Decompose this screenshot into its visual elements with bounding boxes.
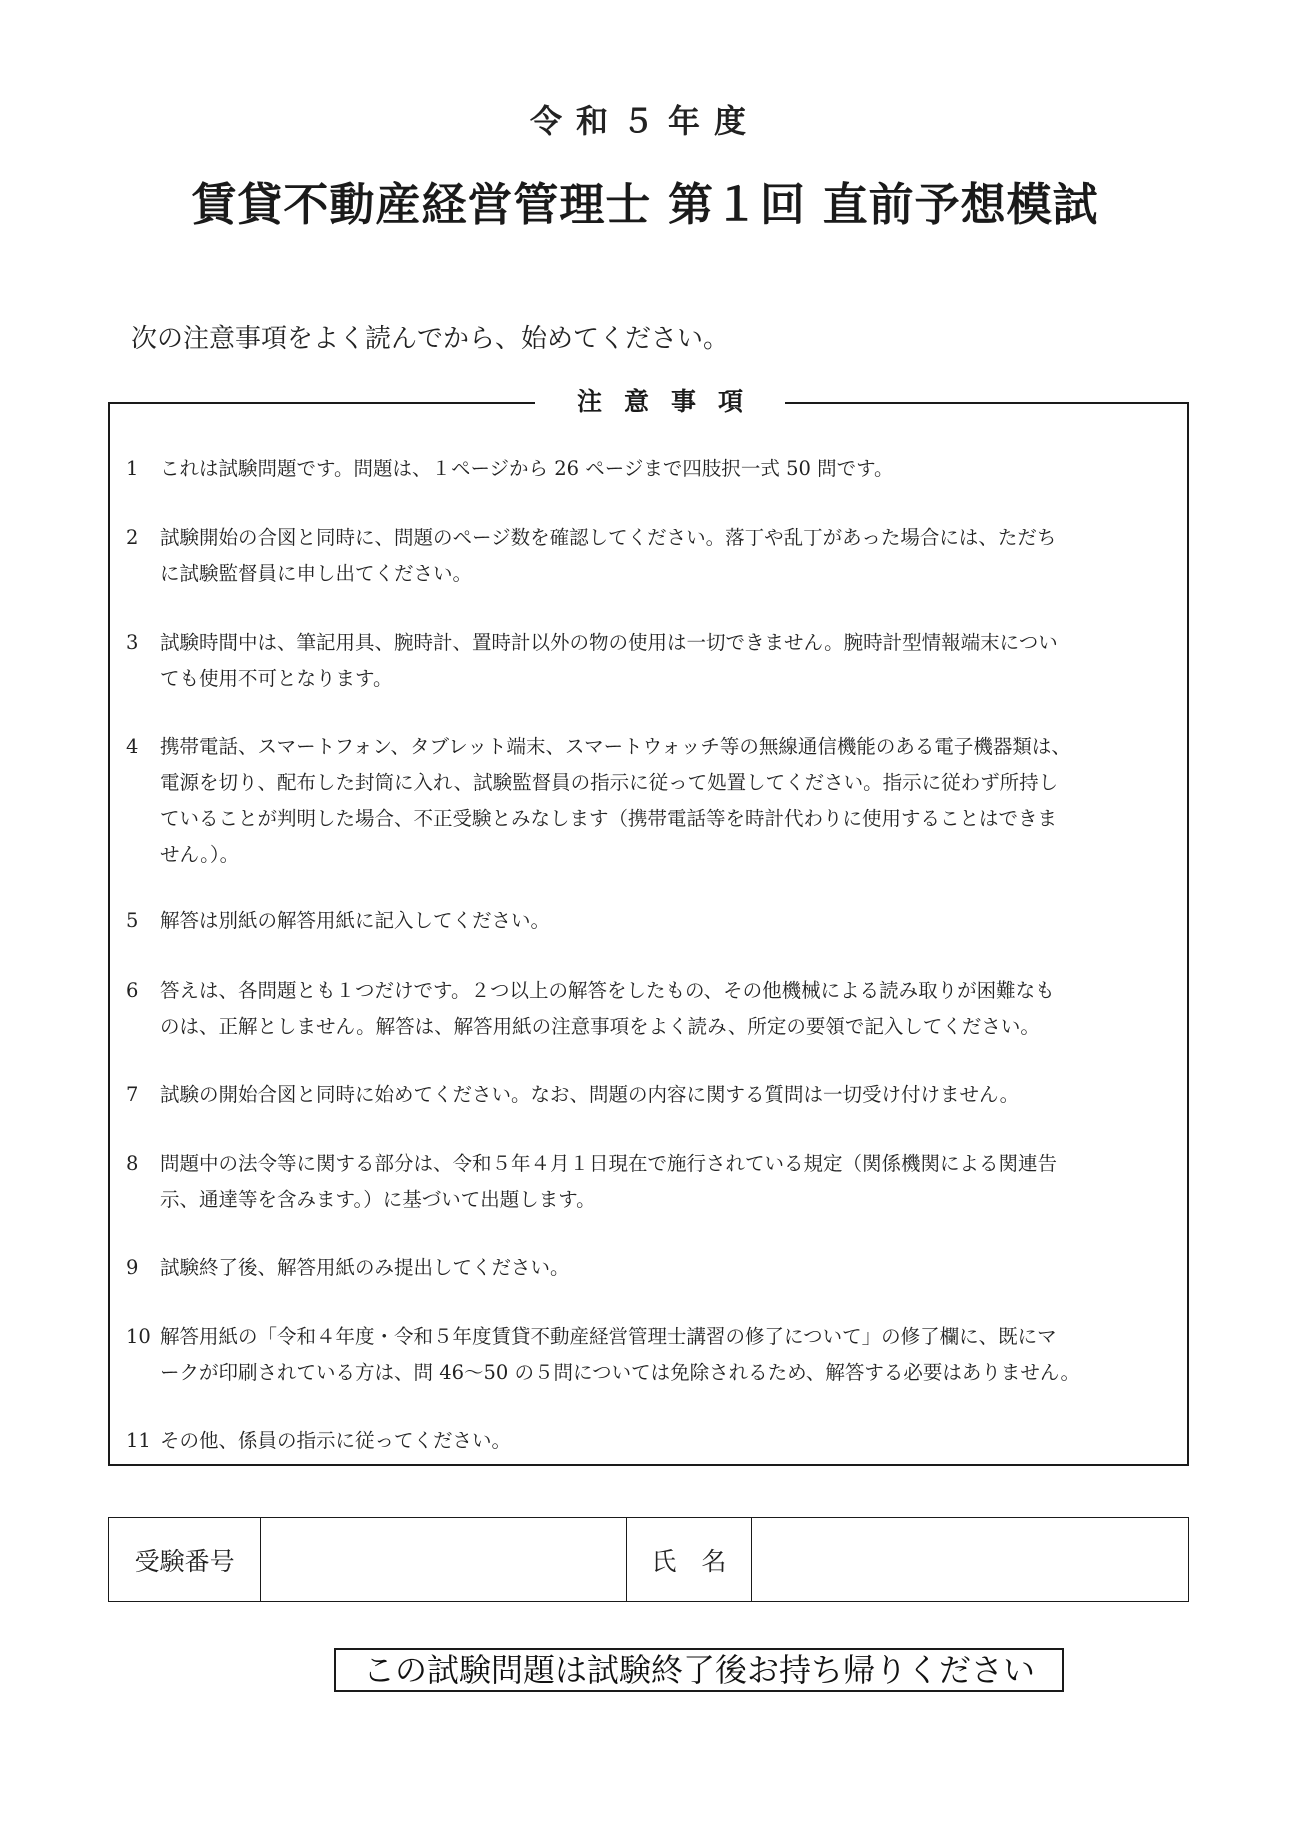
item-text: その他、係員の指示に従ってください。 (160, 1429, 512, 1452)
examinee-info-table (108, 1517, 1189, 1602)
item-text: 試験時間中は、筆記用具、腕時計、置時計以外の物の使用は一切できません。腕時計型情報端末につい ても使用不可となります。 (160, 631, 1058, 690)
item-text: 解答用紙の「令和４年度・令和５年度賃貸不動産経営管理士講習の修了について」の修了欄に、既にマ ークが印刷されている方は、問 46〜50 の５問については免除されるため、解答する必要はありません。 (160, 1325, 1081, 1384)
item-number: 5 (126, 909, 139, 932)
exam-title: 賃貸不動産経営管理士 第１回 直前予想模試 (191, 178, 1099, 231)
exam-era: 令和５年度 (529, 102, 760, 140)
item-number: 4 (126, 735, 139, 758)
item-number: 7 (126, 1083, 139, 1106)
notice-heading: 注意事項 (535, 383, 785, 421)
name-label: 氏 名 (626, 1518, 752, 1602)
item-number: 3 (126, 631, 139, 654)
name-field[interactable] (752, 1518, 1189, 1602)
item-number: 8 (126, 1152, 139, 1175)
intro-text: 次の注意事項をよく読んでから、始めてください。 (131, 324, 730, 354)
item-number: 9 (126, 1256, 139, 1279)
item-number: 1 (126, 457, 139, 480)
item-text: 問題中の法令等に関する部分は、令和５年４月１日現在で施行されている規定（関係機関による関連告 示、通達等を含みます。）に基づいて出題します。 (160, 1152, 1058, 1211)
exam-number-label: 受験番号 (109, 1518, 261, 1602)
item-text: 解答は別紙の解答用紙に記入してください。 (160, 909, 551, 932)
item-text: 試験終了後、解答用紙のみ提出してください。 (160, 1256, 570, 1279)
item-number: 2 (126, 526, 139, 549)
item-number: 11 (126, 1429, 151, 1452)
item-text: 答えは、各問題とも１つだけです。２つ以上の解答をしたもの、その他機械による読み取りが困難なも のは、正解としません。解答は、解答用紙の注意事項をよく読み、所定の要領で記入してください。 (160, 979, 1055, 1038)
take-home-notice: この試験問題は試験終了後お持ち帰りください (334, 1648, 1064, 1692)
item-number: 10 (126, 1325, 151, 1348)
item-number: 6 (126, 979, 139, 1002)
exam-number-field[interactable] (261, 1518, 626, 1602)
item-text: 試験の開始合図と同時に始めてください。なお、問題の内容に関する質問は一切受け付けません。 (160, 1083, 1020, 1106)
item-text: これは試験問題です。問題は、１ページから 26 ページまで四肢択一式 50 問です。 (160, 457, 894, 480)
item-text: 携帯電話、スマートフォン、タブレット端末、スマートウォッチ等の無線通信機能のある電子機器類は、 電源を切り、配布した封筒に入れ、試験監督員の指示に従って処置してください。指示に従わず所持し ていることが判明した場合、不正受験とみなします（携帯電話等を時計代わりに使用することはできま せん。）。 (160, 735, 1071, 866)
item-text: 試験開始の合図と同時に、問題のページ数を確認してください。落丁や乱丁があった場合には、ただち に試験監督員に申し出てください。 (160, 526, 1057, 585)
